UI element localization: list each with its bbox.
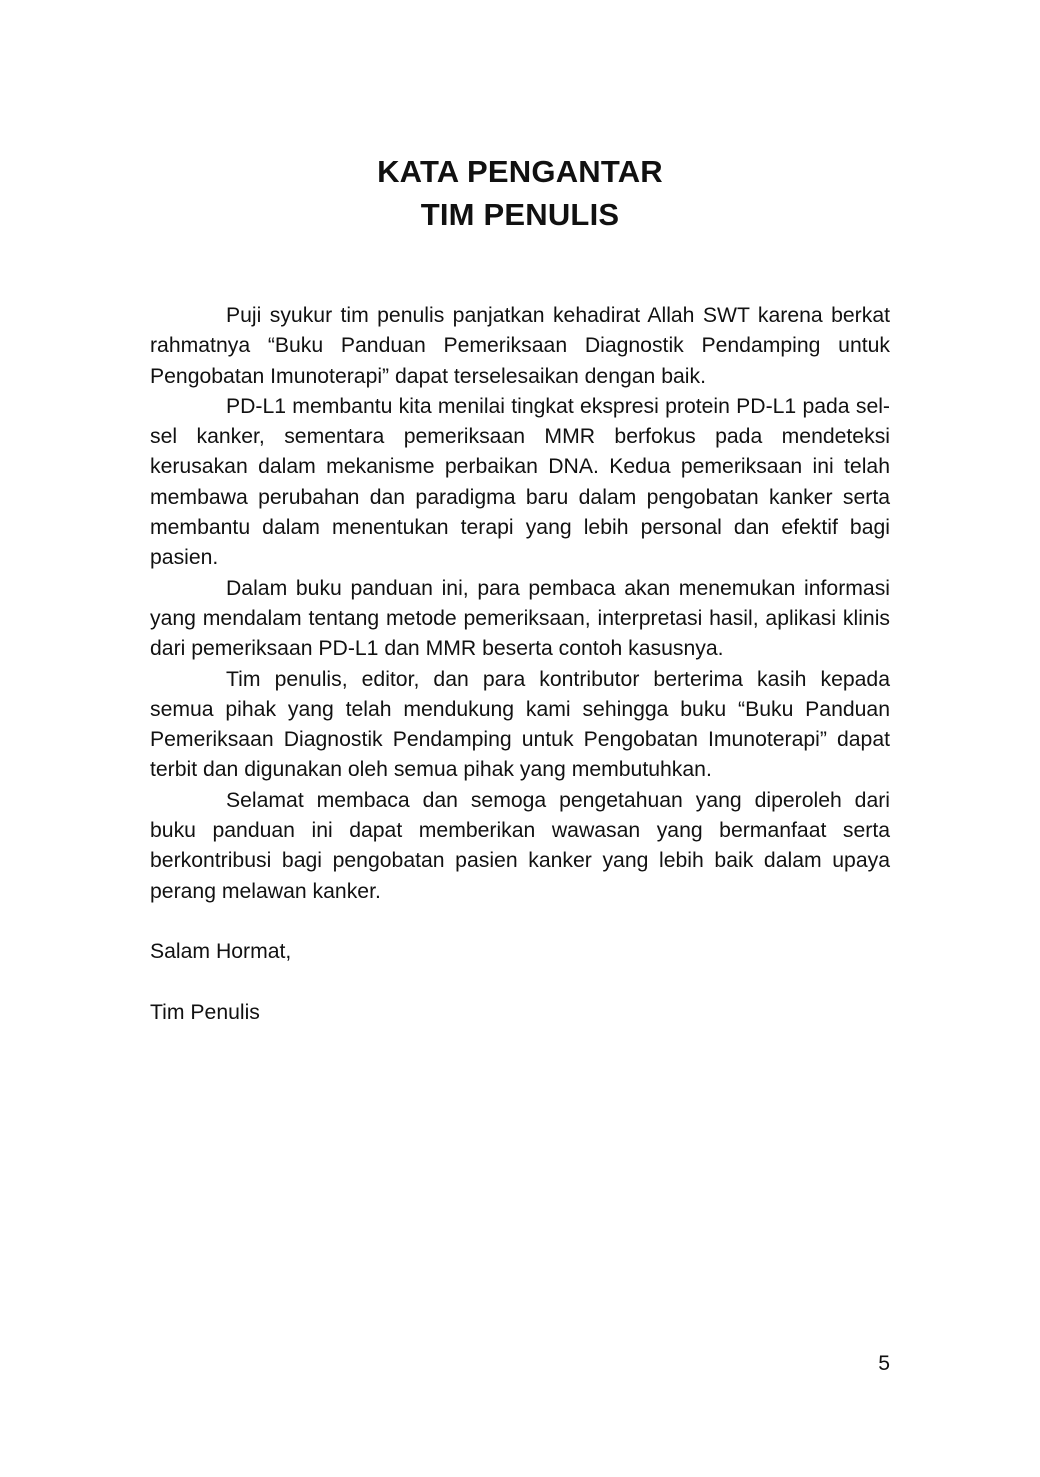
page-number: 5 xyxy=(878,1352,890,1375)
page-title: KATA PENGANTAR xyxy=(377,154,663,189)
paragraph-2: PD-L1 membantu kita menilai tingkat ekspresi protein PD-L1 pada sel-sel kanker, sementara pemeriksaan MMR berfokus pada mendeteksi kerusakan dalam mekanisme perbaikan DNA. Kedua pemeriksaan ini telah membawa perubahan dan paradigma baru dalam pengobatan kanker serta membantu dalam menentukan terapi yang lebih personal dan efektif bagi pasien. xyxy=(150,394,890,570)
page-subtitle: TIM PENULIS xyxy=(420,197,620,232)
paragraph-4: Tim penulis, editor, dan para kontributor berterima kasih kepada semua pihak yang telah mendukung kami sehingga buku “Buku Panduan Pemeriksaan Diagnostik Pendamping untuk Pengobatan Imunoterapi” dapat terbit dan digunakan oleh semua pihak yang membutuhkan. xyxy=(150,667,890,782)
paragraph-3: Dalam buku panduan ini, para pembaca akan menemukan informasi yang mendalam tentang metode pemeriksaan, interpretasi hasil, aplikasi klinis dari pemeriksaan PD-L1 dan MMR beserta contoh kasusnya. xyxy=(150,576,890,661)
paragraph-1: Puji syukur tim penulis panjatkan kehadirat Allah SWT karena berkat rahmatnya “Buku Panduan Pemeriksaan Diagnostik Pendamping untuk Pengobatan Imunoterapi” dapat terselesaikan dengan baik. xyxy=(150,304,890,388)
closing-salutation: Salam Hormat, xyxy=(150,940,292,964)
paragraph-5: Selamat membaca dan semoga pengetahuan yang diperoleh dari buku panduan ini dapat memberikan wawasan yang bermanfaat serta berkontribusi bagi pengobatan pasien kanker yang lebih baik dalam upaya perang melawan kanker. xyxy=(150,788,890,903)
closing-signature: Tim Penulis xyxy=(150,1000,260,1024)
spacer xyxy=(150,907,890,937)
body-text xyxy=(150,301,890,1028)
title-block xyxy=(0,150,1040,236)
spacer xyxy=(150,968,890,998)
